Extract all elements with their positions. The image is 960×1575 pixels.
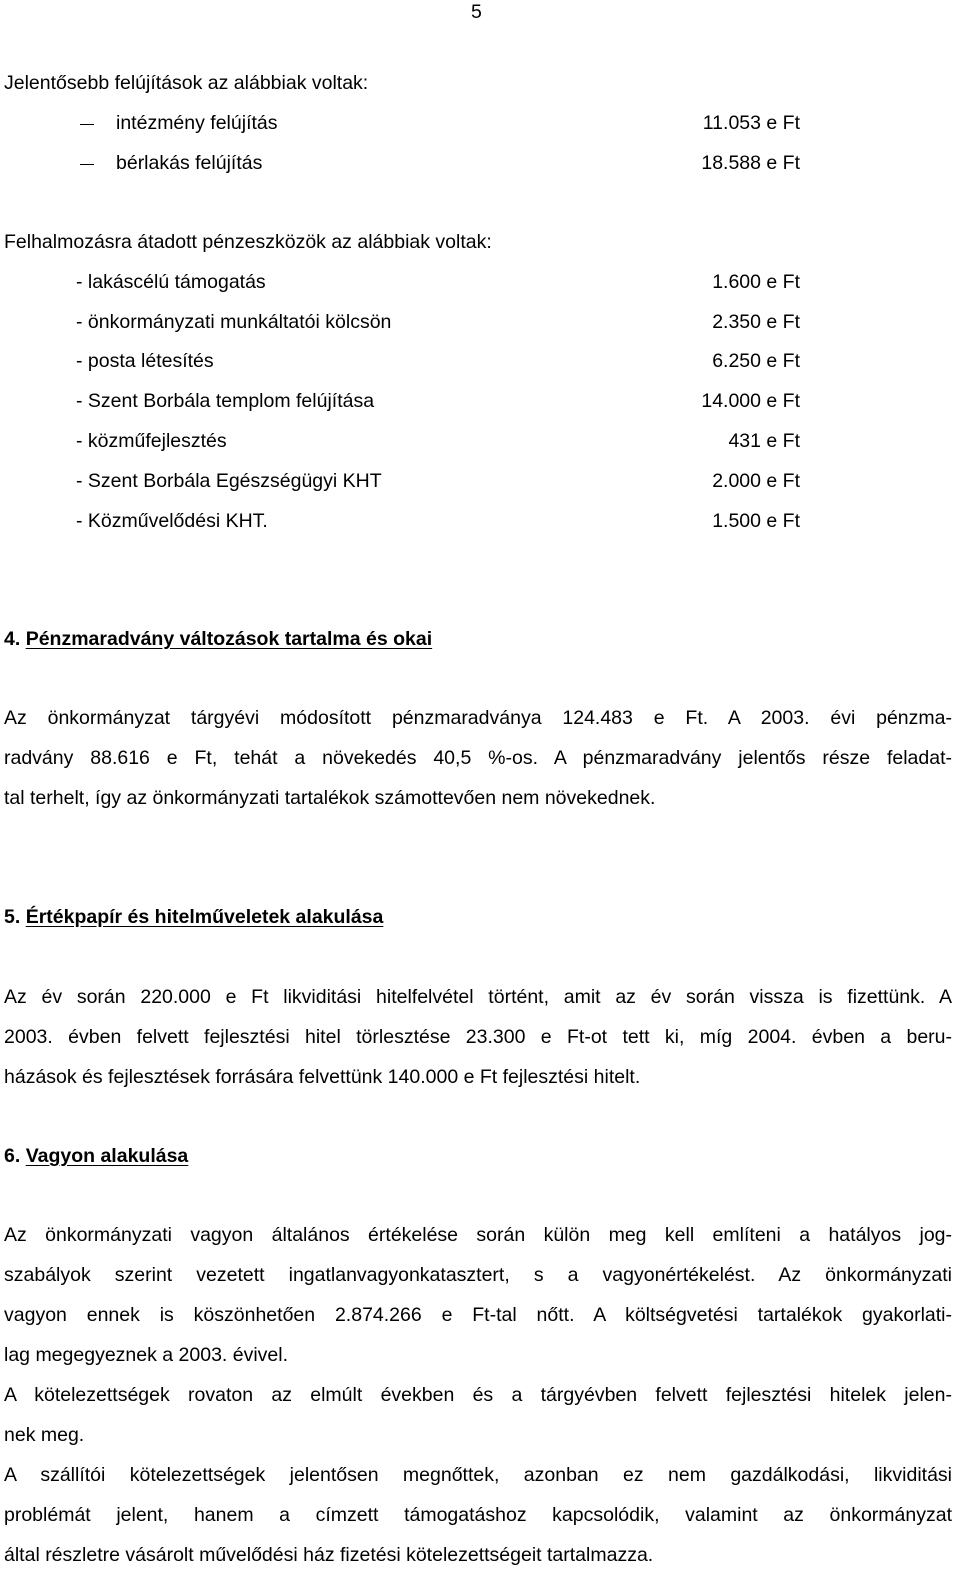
transfer-label: - önkormányzati munkáltatói kölcsön xyxy=(76,311,392,333)
transfers-intro: Felhalmozásra átadott pénzeszközök az alábbiak voltak: xyxy=(4,231,492,253)
renovation-label: bérlakás felújítás xyxy=(116,152,263,174)
paragraph-line: Az év során 220.000 e Ft likviditási hitelfelvétel történt, amit az év során vissza is fizettünk. A xyxy=(4,986,952,1008)
transfer-amount: 1.500 e Ft xyxy=(712,510,800,532)
section-title: Értékpapír és hitelműveletek alakulása xyxy=(25,906,384,928)
paragraph-line: A szállítói kötelezettségek jelentősen megnőttek, azonban ez nem gazdálkodási, likviditási xyxy=(4,1464,952,1486)
dash-bullet-icon xyxy=(80,164,94,165)
section-4-heading xyxy=(4,627,432,651)
paragraph-line: radvány 88.616 e Ft, tehát a növekedés 40,5 %-os. A pénzmaradvány jelentős része feladat- xyxy=(4,747,952,769)
transfer-label: - posta létesítés xyxy=(76,350,214,372)
page-number: 5 xyxy=(471,1,482,23)
section-number: 4. xyxy=(4,628,21,650)
renovation-label: intézmény felújítás xyxy=(116,112,278,134)
transfer-label: - közműfejlesztés xyxy=(76,430,227,452)
paragraph-line: Az önkormányzat tárgyévi módosított pénzmaradványa 124.483 e Ft. A 2003. évi pénzma- xyxy=(4,707,952,729)
paragraph-line: szabályok szerint vezetett ingatlanvagyonkatasztert, s a vagyonértékelést. Az önkormányzati xyxy=(4,1264,952,1286)
transfer-amount: 1.600 e Ft xyxy=(712,271,800,293)
paragraph-line: házások és fejlesztések forrására felvettünk 140.000 e Ft fejlesztési hitelt. xyxy=(4,1066,641,1088)
section-number: 5. xyxy=(4,906,21,928)
paragraph-line: 2003. évben felvett fejlesztési hitel törlesztése 23.300 e Ft-ot tett ki, míg 2004. évben a beru- xyxy=(4,1026,952,1048)
paragraph-line: tal terhelt, így az önkormányzati tartalékok számottevően nem növekednek. xyxy=(4,787,656,809)
section-5-paragraph xyxy=(4,977,952,1097)
section-6-heading xyxy=(4,1144,188,1168)
transfer-amount: 2.000 e Ft xyxy=(712,470,800,492)
transfer-label: - Szent Borbála templom felújítása xyxy=(76,390,375,412)
section-4-paragraph xyxy=(4,698,952,818)
paragraph-line: A kötelezettségek rovaton az elmúlt években és a tárgyévben felvett fejlesztési hitelek jelen- xyxy=(4,1384,952,1406)
paragraph-line: vagyon ennek is köszönhetően 2.874.266 e Ft-tal nőtt. A költségvetési tartalékok gyakorlati- xyxy=(4,1304,952,1326)
transfer-label: - Közművelődési KHT. xyxy=(76,510,268,532)
transfer-amount: 431 e Ft xyxy=(728,430,800,452)
section-5-heading xyxy=(4,905,383,929)
section-title: Vagyon alakulása xyxy=(25,1145,189,1167)
section-title: Pénzmaradvány változások tartalma és okai xyxy=(25,628,433,650)
transfer-amount: 14.000 e Ft xyxy=(701,390,800,412)
transfer-label: - Szent Borbála Egészségügyi KHT xyxy=(76,470,382,492)
paragraph-line: lag megegyeznek a 2003. évivel. xyxy=(4,1344,289,1366)
section-number: 6. xyxy=(4,1145,21,1167)
paragraph-line: nek meg. xyxy=(4,1424,85,1446)
dash-bullet-icon xyxy=(80,124,94,125)
section-6-paragraph xyxy=(4,1215,952,1575)
renovations-intro: Jelentősebb felújítások az alábbiak voltak: xyxy=(4,72,369,94)
paragraph-line: problémát jelent, hanem a címzett támogatáshoz kapcsolódik, valamint az önkormányzat xyxy=(4,1504,952,1526)
paragraph-line: Az önkormányzati vagyon általános értékelése során külön meg kell említeni a hatályos jog- xyxy=(4,1224,952,1246)
transfer-amount: 2.350 e Ft xyxy=(712,311,800,333)
renovation-amount: 18.588 e Ft xyxy=(701,152,800,174)
transfer-label: - lakáscélú támogatás xyxy=(76,271,266,293)
paragraph-line: által részletre vásárolt művelődési ház fizetési kötelezettségeit tartalmazza. xyxy=(4,1544,654,1566)
renovation-amount: 11.053 e Ft xyxy=(702,112,800,134)
transfer-amount: 6.250 e Ft xyxy=(712,350,800,372)
